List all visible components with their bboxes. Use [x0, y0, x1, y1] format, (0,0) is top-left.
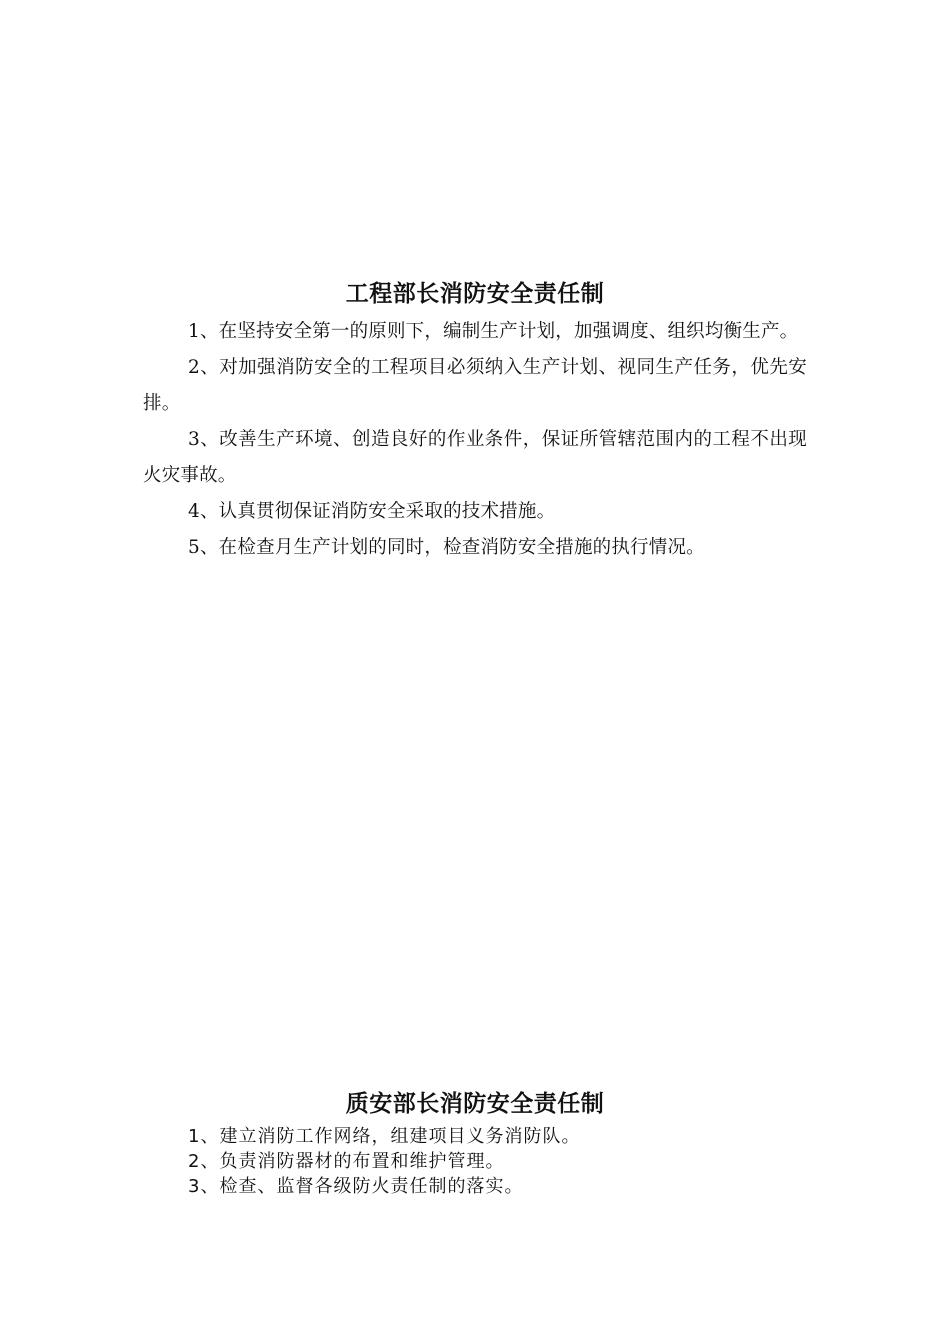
section-engineering-manager: [143, 278, 807, 566]
responsibility-list: [143, 1124, 807, 1199]
paragraph-item: 5、在检查月生产计划的同时，检查消防安全措施的执行情况。: [188, 537, 705, 558]
section-title: 工程部长消防安全责任制: [345, 281, 605, 307]
paragraph-item: 2、对加强消防安全的工程项目必须纳入生产计划、视同生产任务，优先安排。: [143, 357, 807, 414]
list-item: 2、负责消防器材的布置和维护管理。: [188, 1151, 505, 1172]
section-quality-safety-manager: [143, 1088, 807, 1199]
list-item: 3、检查、监督各级防火责任制的落实。: [188, 1176, 524, 1197]
list-item: 1、建立消防工作网络，组建项目义务消防队。: [188, 1126, 581, 1147]
paragraph-item: 4、认真贯彻保证消防安全采取的技术措施。: [188, 501, 556, 522]
paragraph-item: 3、改善生产环境、创造良好的作业条件，保证所管辖范围内的工程不出现火灾事故。: [143, 429, 807, 486]
section-title: 质安部长消防安全责任制: [345, 1091, 605, 1117]
paragraph-item: 1、在坚持安全第一的原则下，编制生产计划，加强调度、组织均衡生产。: [188, 321, 799, 342]
